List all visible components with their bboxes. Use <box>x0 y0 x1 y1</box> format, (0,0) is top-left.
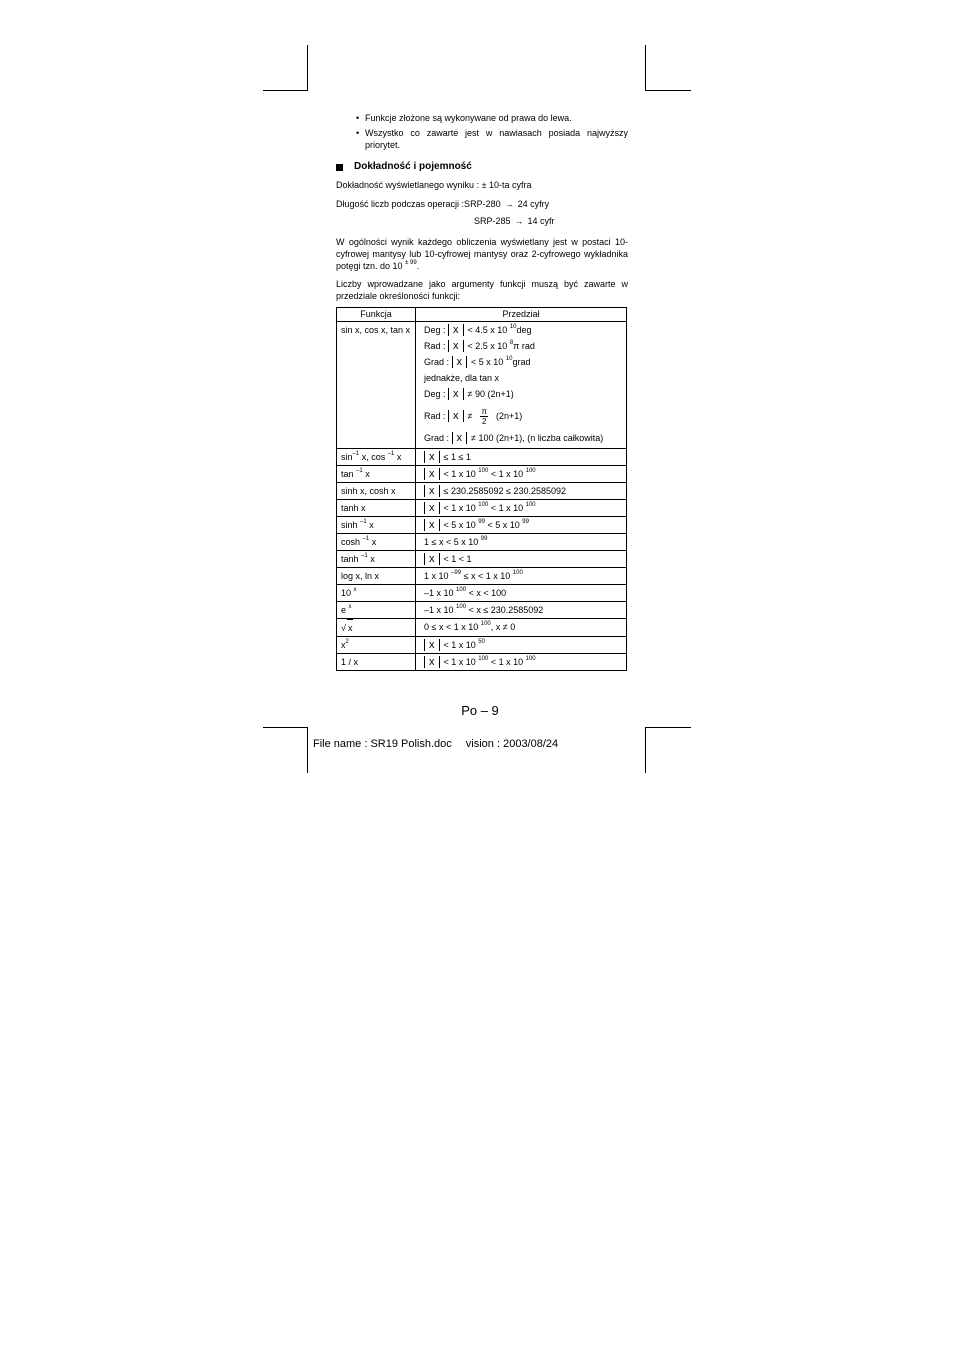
length-line-2: SRP-285 → 14 cyfr <box>474 216 555 226</box>
range-cell: –1 x 10 $^{100}$ < x < 100 <box>416 585 627 602</box>
crop-mark <box>645 727 691 728</box>
abs-value: x <box>448 410 464 422</box>
function-cell: √ x <box>337 619 416 637</box>
table-row <box>337 619 627 637</box>
range-cell: Deg : x < 4.5 x 10 $^{10}$deg Rad : x < 2.5 x 10 $^8$π rad Grad : x < 5 x 10 $^{10}$grad jednakże, dla tan x Deg : x ≠ 90 (2n+1) Rad : x ≠ $\frac{\pi}{2}$ (2n+1) Grad : x ≠ 100 (2n+1), (n liczba całkowita) <box>416 322 627 449</box>
table-row <box>337 449 627 466</box>
abs-value: x <box>424 553 440 565</box>
abs-value: x <box>448 388 464 400</box>
version: vision : 2003/08/24 <box>465 738 559 750</box>
abs-value: x <box>452 356 468 368</box>
range-cell: 1 ≤ x < 5 x 10 $^{99}$ <box>416 534 627 551</box>
function-cell: sinh x, cosh x <box>337 483 416 500</box>
table-row <box>337 534 627 551</box>
function-cell: sin x, cos x, tan x <box>337 322 416 449</box>
function-cell: tanh $^{-1}$ x <box>337 551 416 568</box>
abs-value: x <box>424 468 440 480</box>
table-row <box>337 466 627 483</box>
length-line: Długość liczb podczas operacji :SRP-280 → 24 cyfry <box>336 199 550 209</box>
function-cell: tan $^{-1}$ x <box>337 466 416 483</box>
table-row <box>337 551 627 568</box>
abs-value: x <box>424 519 440 531</box>
range-table <box>336 307 627 671</box>
crop-mark <box>307 45 308 90</box>
table-row <box>337 500 627 517</box>
crop-mark <box>645 45 646 90</box>
function-cell: 10 $^x$ <box>337 585 416 602</box>
table-row <box>337 483 627 500</box>
bullet-icon: • <box>356 128 360 138</box>
table-header: Funkcja <box>337 308 416 322</box>
abs-value: x <box>424 485 440 497</box>
function-cell: e $^x$ <box>337 602 416 619</box>
function-cell: log x, ln x <box>337 568 416 585</box>
function-cell: $\sin^{-1} x$, cos $^{-1}$ x <box>337 449 416 466</box>
function-cell: sinh $^{-1}$ x <box>337 517 416 534</box>
paragraph: Liczby wprowadzane jako argumenty funkcji muszą być zawarte w przedziale określoności funkcji: <box>336 279 628 301</box>
table-row <box>337 568 627 585</box>
abs-value: x <box>448 340 464 352</box>
table-row <box>337 637 627 654</box>
range-cell: –1 x 10 $^{100}$ < x ≤ 230.2585092 <box>416 602 627 619</box>
sqrt-icon: √ <box>341 623 346 633</box>
arrow-icon: → <box>504 199 514 209</box>
crop-mark <box>263 727 308 728</box>
crop-mark <box>645 727 646 773</box>
range-cell: x < 1 x 10 $^{50}$ <box>416 637 627 654</box>
function-cell: $x^2$ <box>337 637 416 654</box>
bullet-icon: • <box>356 113 360 123</box>
abs-value: x <box>452 432 468 444</box>
bullet-list <box>336 112 628 151</box>
range-cell: x ≤ 1 ≤ 1 <box>416 449 627 466</box>
table-row <box>337 517 627 534</box>
range-cell: x < 1 < 1 <box>416 551 627 568</box>
range-cell: 1 x 10 $^{-99}$ ≤ x < 1 x 10 $^{100}$ <box>416 568 627 585</box>
function-cell: cosh $^{-1}$ x <box>337 534 416 551</box>
function-cell: tanh x <box>337 500 416 517</box>
table-row <box>337 654 627 671</box>
crop-mark <box>307 727 308 773</box>
range-cell: x < 1 x 10 $^{100}$ < 1 x 10 $^{100}$ <box>416 500 627 517</box>
paragraph: W ogólności wynik każdego obliczenia wyświetlany jest w postaci 10-cyfrowej mantysy lub 10-cyfrowej mantysy oraz 2-cyfrowego wykładnika potęgi tzn. do 10 $^{\pm 99}$. <box>336 237 628 271</box>
range-cell: x < 5 x 10 $^{99}$ < 5 x 10 $^{99}$ <box>416 517 627 534</box>
section-heading: Dokładność i pojemność <box>336 161 628 173</box>
table-row <box>337 602 627 619</box>
range-cell: 0 ≤ x < 1 x 10 $^{100}$, x ≠ 0 <box>416 619 627 637</box>
table-header: Przedział <box>416 308 627 322</box>
range-cell: x < 1 x 10 $^{100}$ < 1 x 10 $^{100}$ <box>416 466 627 483</box>
abs-value: x <box>424 639 440 651</box>
table-row <box>337 322 627 449</box>
range-cell: x ≤ 230.2585092 ≤ 230.2585092 <box>416 483 627 500</box>
page-number: Po – 9 <box>461 703 499 718</box>
square-bullet-icon <box>336 164 343 171</box>
pi-over-2-fraction: $\frac{\pi}{2}$ <box>481 407 488 426</box>
list-item: • Wszystko co zawarte jest w nawiasach posiada najwyższy priorytet. <box>356 128 628 150</box>
file-name: File name : SR19 Polish.doc <box>313 738 452 750</box>
crop-mark <box>263 90 308 91</box>
range-cell: x < 1 x 10 $^{100}$ < 1 x 10 $^{100}$ <box>416 654 627 671</box>
list-item: • Funkcje złożone są wykonywane od prawa do lewa. <box>356 113 572 123</box>
abs-value: x <box>448 324 464 336</box>
crop-mark <box>645 90 691 91</box>
function-cell: 1 / x <box>337 654 416 671</box>
abs-value: x <box>424 502 440 514</box>
table-row <box>337 585 627 602</box>
arrow-icon: → <box>514 216 524 226</box>
page-content <box>336 112 628 671</box>
accuracy-line: Dokładność wyświetlanego wyniku : ± 10-ta cyfra <box>336 180 532 190</box>
footer <box>313 738 572 750</box>
abs-value: x <box>424 656 440 668</box>
abs-value: x <box>424 451 440 463</box>
